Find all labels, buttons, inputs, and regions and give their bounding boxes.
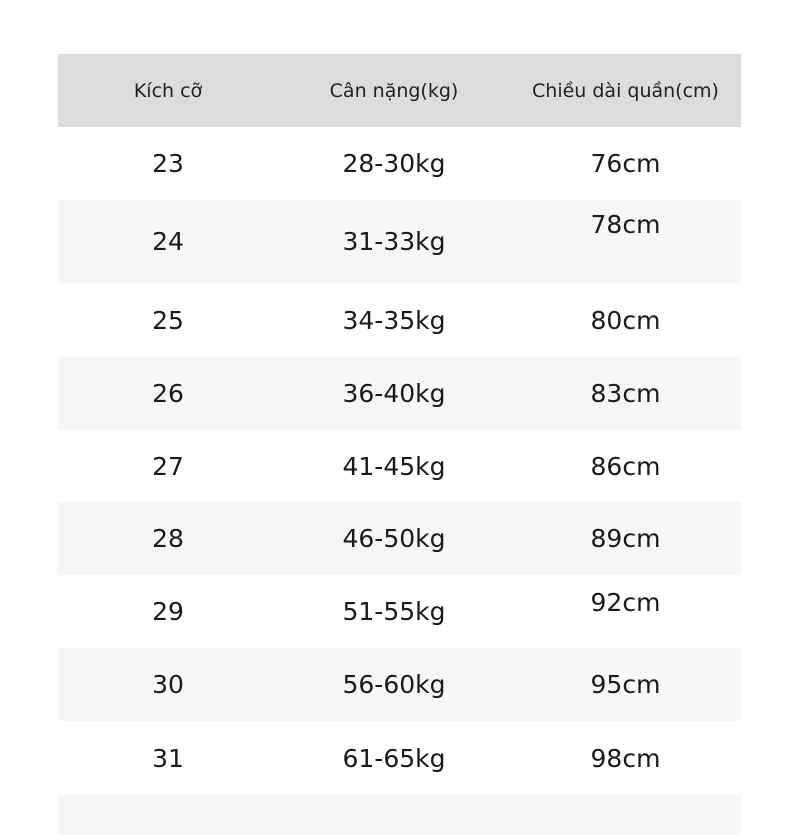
weight-cell: 34-35kg [342, 305, 446, 335]
size-cell: 31 [152, 743, 184, 773]
table-row [58, 357, 741, 430]
weight-cell: 56-60kg [342, 670, 446, 699]
weight-cell: 31-33kg [342, 227, 446, 256]
table-row [58, 502, 741, 575]
weight-cell: 46-50kg [342, 524, 446, 553]
table-row [58, 648, 741, 721]
weight-cell: 61-65kg [342, 743, 446, 773]
table-header-row [58, 54, 741, 127]
size-cell: 24 [152, 227, 184, 256]
header-length: Chiều dài quần(cm) [532, 79, 719, 102]
length-cell: 89cm [590, 524, 661, 553]
table-row [58, 795, 741, 835]
length-cell: 92cm [590, 588, 661, 617]
length-cell: 98cm [590, 743, 661, 773]
table-row [58, 430, 741, 502]
size-cell: 25 [152, 305, 184, 335]
size-cell: 28 [152, 524, 184, 553]
size-cell: 26 [152, 379, 184, 408]
size-cell: 29 [152, 597, 184, 626]
size-cell: 23 [152, 149, 184, 178]
size-chart-table [58, 54, 741, 835]
table-row [58, 283, 741, 357]
length-cell: 80cm [590, 305, 661, 335]
length-cell: 83cm [590, 379, 661, 408]
size-cell: 30 [152, 670, 184, 699]
table-row [58, 721, 741, 795]
header-weight: Cân nặng(kg) [329, 79, 459, 102]
table-row [58, 127, 741, 200]
length-cell: 86cm [590, 451, 661, 481]
size-cell: 27 [152, 451, 184, 481]
table-row [58, 200, 741, 283]
length-cell: 78cm [590, 210, 661, 239]
weight-cell: 36-40kg [342, 379, 446, 408]
length-cell: 76cm [590, 149, 661, 178]
weight-cell: 28-30kg [342, 149, 446, 178]
table-row [58, 575, 741, 648]
weight-cell: 41-45kg [342, 451, 446, 481]
length-cell: 95cm [590, 670, 661, 699]
header-size: Kích cỡ [133, 79, 203, 102]
weight-cell: 51-55kg [342, 597, 446, 626]
